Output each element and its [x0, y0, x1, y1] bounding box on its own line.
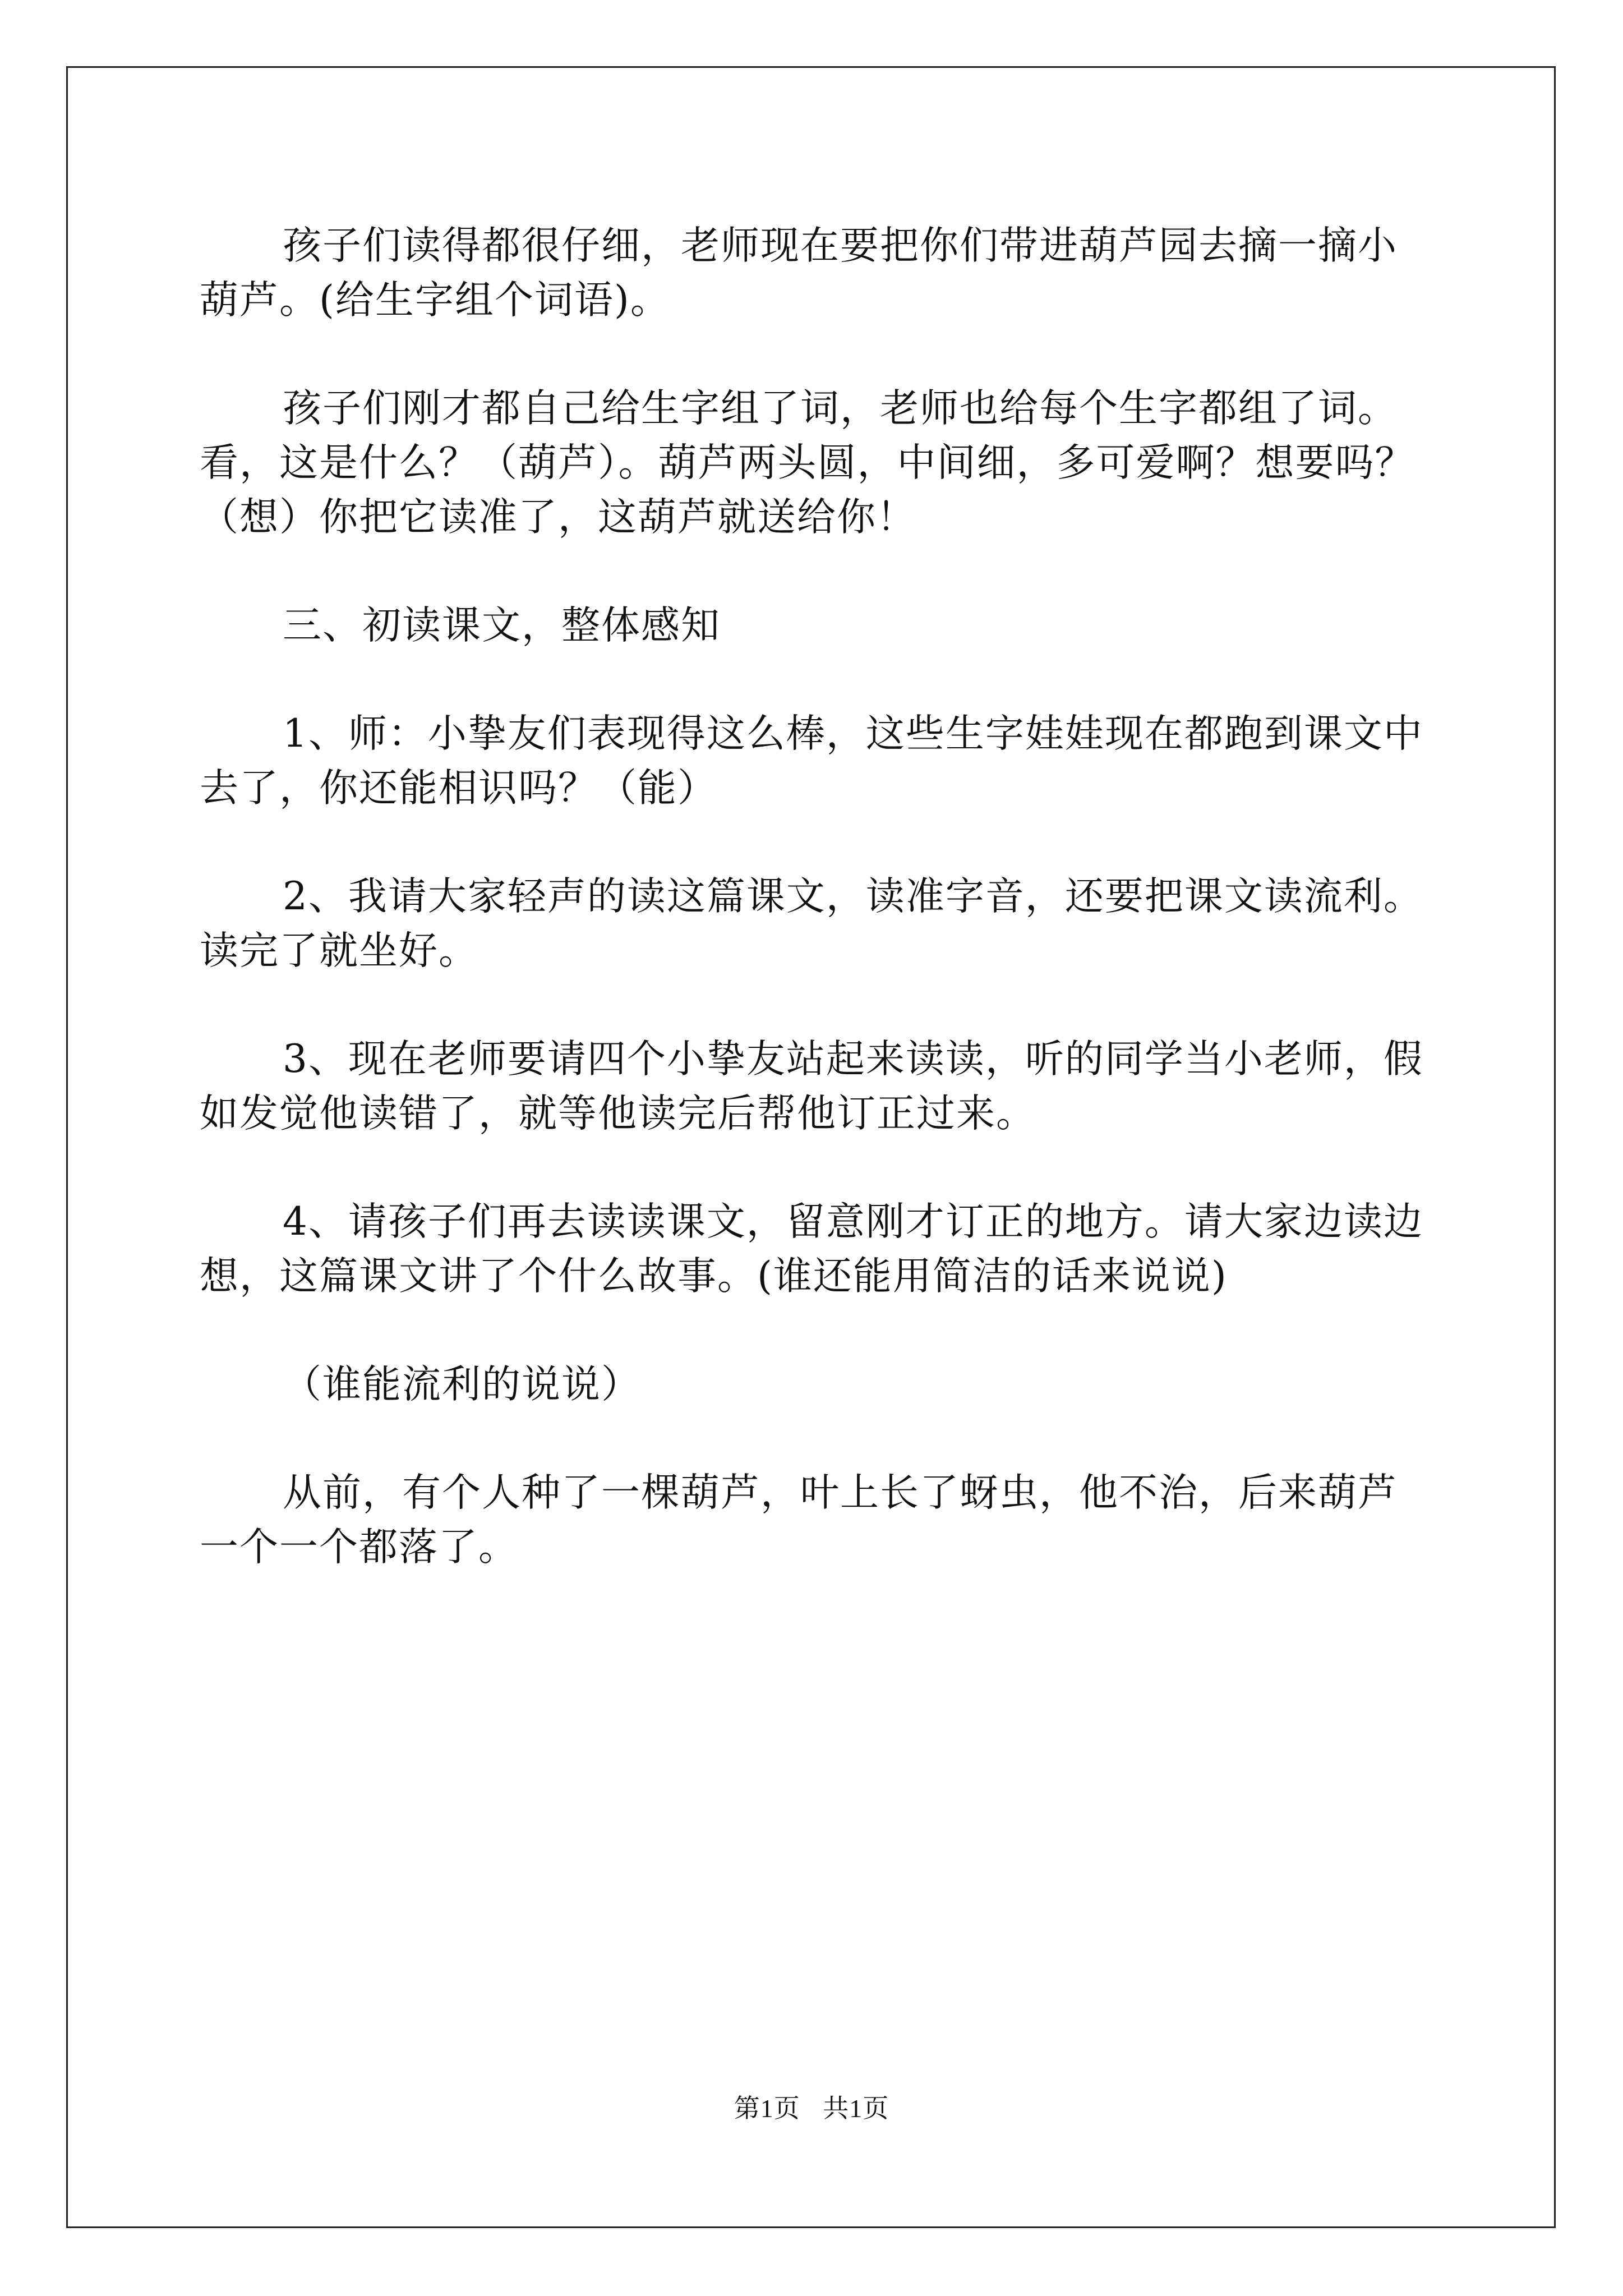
- paragraph: 2、我请大家轻声的读这篇课文，读准字音，还要把课文读流利。读完了就坐好。: [200, 874, 1423, 973]
- paragraph: 孩子们刚才都自己给生字组了词，老师也给每个生字都组了词。看，这是什么？（葫芦）。葫芦两头圆，中间细，多可爱啊？想要吗？（想）你把它读准了，这葫芦就送给你！: [200, 386, 1415, 540]
- page-footer: [0, 2088, 1623, 2125]
- paragraph: 从前，有个人种了一棵葫芦，叶上长了蚜虫，他不治，后来葫芦一个一个都落了。: [200, 1470, 1398, 1570]
- section-heading: 三、初读课文，整体感知: [283, 603, 721, 648]
- paragraph: 4、请孩子们再去读读课文，留意刚才订正的地方。请大家边读边想，这篇课文讲了个什么故事。(谁还能用简洁的话来说说): [200, 1199, 1423, 1299]
- paragraph: 1、师：小挚友们表现得这么棒，这些生字娃娃现在都跑到课文中去了，你还能相识吗？（能）: [200, 711, 1423, 811]
- page-total: 共1页: [823, 2094, 889, 2123]
- paragraph: 3、现在老师要请四个小挚友站起来读读，听的同学当小老师，假如发觉他读错了，就等他读完后帮他订正过来。: [200, 1037, 1423, 1136]
- paragraph: （谁能流利的说说）: [283, 1362, 641, 1407]
- page-number: 第1页: [734, 2094, 800, 2123]
- paragraph: 孩子们读得都很仔细，老师现在要把你们带进葫芦园去摘一摘小葫芦。(给生字组个词语)。: [200, 223, 1398, 323]
- document-body: [200, 219, 1431, 1575]
